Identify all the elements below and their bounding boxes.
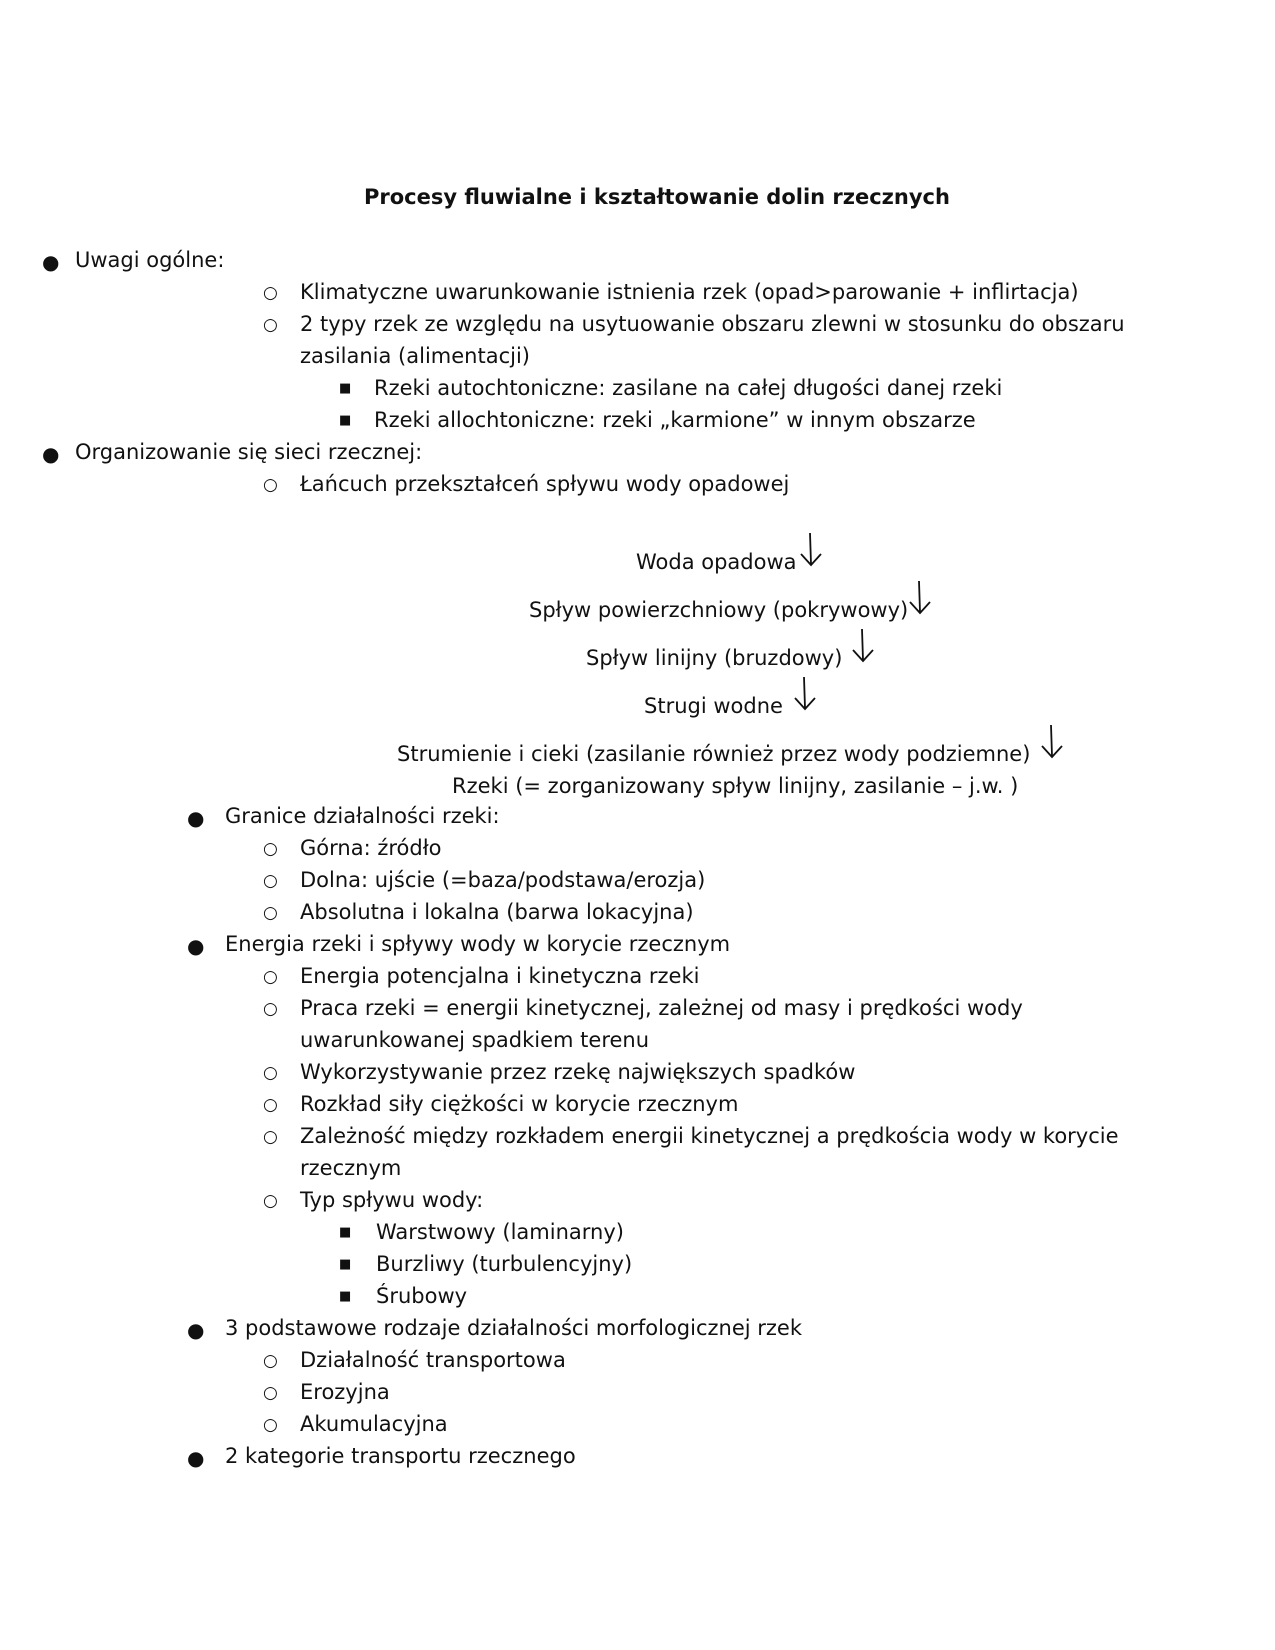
list-item: Erozyjna <box>300 1380 390 1404</box>
circle-bullet-icon: ○ <box>263 283 278 303</box>
chain-step: Woda opadowa <box>636 550 797 574</box>
page-title: Procesy fluwialne i kształtowanie dolin rzecznych <box>364 185 950 209</box>
chain-step: Spływ linijny (bruzdowy) <box>586 646 843 670</box>
circle-bullet-icon: ○ <box>263 475 278 495</box>
section-heading: 2 kategorie transportu rzecznego <box>225 1444 576 1468</box>
circle-bullet-icon: ○ <box>263 1127 278 1147</box>
bullet-icon: ● <box>187 1318 205 1342</box>
list-item: Wykorzystywanie przez rzekę największych spadków <box>300 1060 856 1084</box>
circle-bullet-icon: ○ <box>263 1415 278 1435</box>
circle-bullet-icon: ○ <box>263 1095 278 1115</box>
list-item-continuation: uwarunkowanej spadkiem terenu <box>300 1028 650 1052</box>
chain-step: Rzeki (= zorganizowany spływ linijny, zasilanie – j.w. ) <box>452 774 1019 798</box>
list-item: Burzliwy (turbulencyjny) <box>376 1252 633 1276</box>
list-item: Rozkład siły ciężkości w korycie rzecznym <box>300 1092 739 1116</box>
section-heading: Granice działalności rzeki: <box>225 804 500 828</box>
bullet-icon: ● <box>187 934 205 958</box>
square-bullet-icon: ■ <box>339 413 352 428</box>
arrow-down-icon <box>848 626 878 668</box>
circle-bullet-icon: ○ <box>263 871 278 891</box>
circle-bullet-icon: ○ <box>263 999 278 1019</box>
list-item: Absolutna i lokalna (barwa lokacyjna) <box>300 900 694 924</box>
bullet-icon: ● <box>187 806 205 830</box>
circle-bullet-icon: ○ <box>263 315 278 335</box>
list-item: Rzeki autochtoniczne: zasilane na całej długości danej rzeki <box>374 376 1003 400</box>
chain-step: Strumienie i cieki (zasilanie również przez wody podziemne) <box>397 742 1031 766</box>
list-item: Energia potencjalna i kinetyczna rzeki <box>300 964 700 988</box>
bullet-icon: ● <box>42 250 60 274</box>
square-bullet-icon: ■ <box>339 1257 352 1272</box>
chain-step: Strugi wodne <box>644 694 783 718</box>
chain-step: Spływ powierzchniowy (pokrywowy) <box>529 598 909 622</box>
list-item-continuation: zasilania (alimentacji) <box>300 344 530 368</box>
circle-bullet-icon: ○ <box>263 1383 278 1403</box>
section-heading: Energia rzeki i spływy wody w korycie rzecznym <box>225 932 731 956</box>
list-item: Dolna: ujście (=baza/podstawa/erozja) <box>300 868 706 892</box>
arrow-down-icon <box>796 530 826 572</box>
bullet-icon: ● <box>42 442 60 466</box>
list-item: Warstwowy (laminarny) <box>376 1220 624 1244</box>
bullet-icon: ● <box>187 1446 205 1470</box>
section-heading: 3 podstawowe rodzaje działalności morfologicznej rzek <box>225 1316 803 1340</box>
list-item-continuation: rzecznym <box>300 1156 402 1180</box>
square-bullet-icon: ■ <box>339 1289 352 1304</box>
circle-bullet-icon: ○ <box>263 1351 278 1371</box>
list-item: Praca rzeki = energii kinetycznej, zależnej od masy i prędkości wody <box>300 996 1023 1020</box>
circle-bullet-icon: ○ <box>263 967 278 987</box>
list-item: Klimatyczne uwarunkowanie istnienia rzek (opad>parowanie + inflirtacja) <box>300 280 1079 304</box>
list-item: Akumulacyjna <box>300 1412 448 1436</box>
list-item: Górna: źródło <box>300 836 442 860</box>
section-heading: Uwagi ogólne: <box>75 248 225 272</box>
circle-bullet-icon: ○ <box>263 1063 278 1083</box>
arrow-down-icon <box>905 578 935 620</box>
list-item: Typ spływu wody: <box>300 1188 484 1212</box>
circle-bullet-icon: ○ <box>263 1191 278 1211</box>
list-item: Zależność między rozkładem energii kinetycznej a prędkościa wody w korycie <box>300 1124 1119 1148</box>
list-item: 2 typy rzek ze względu na usytuowanie obszaru zlewni w stosunku do obszaru <box>300 312 1125 336</box>
list-item: Działalność transportowa <box>300 1348 566 1372</box>
section-heading: Organizowanie się sieci rzecznej: <box>75 440 423 464</box>
arrow-down-icon <box>1037 722 1067 764</box>
list-item: Rzeki allochtoniczne: rzeki „karmione” w innym obszarze <box>374 408 976 432</box>
list-item: Śrubowy <box>376 1284 468 1308</box>
square-bullet-icon: ■ <box>339 1225 352 1240</box>
list-item: Łańcuch przekształceń spływu wody opadowej <box>300 472 790 496</box>
square-bullet-icon: ■ <box>339 381 352 396</box>
circle-bullet-icon: ○ <box>263 839 278 859</box>
circle-bullet-icon: ○ <box>263 903 278 923</box>
arrow-down-icon <box>790 674 820 716</box>
